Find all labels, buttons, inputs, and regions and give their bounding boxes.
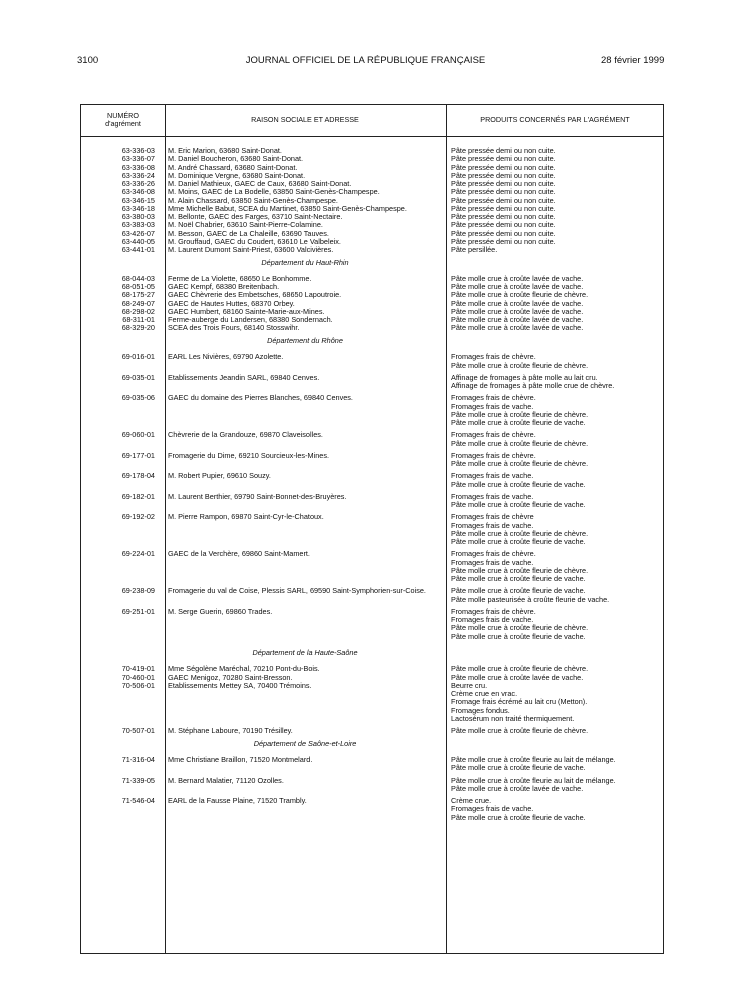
product-line: Fromages frais de chèvre. [451,549,536,559]
company-name-address: M. Noël Chabrier, 63610 Saint-Pierre-Colamine. [168,220,323,230]
company-name-address: Fromagerie du val de Coise, Plessis SARL, 69590 Saint-Symphorien-sur-Coise. [168,586,426,596]
approval-number: 69-177-01 [121,450,155,460]
table-row [81,431,663,452]
product-line: Fromages frais de vache. [451,491,534,501]
approval-number: 69-016-01 [121,352,155,362]
approval-number: 70-507-01 [121,726,155,736]
approval-number: 63-380-03 [121,212,155,221]
products-cell [451,608,663,641]
product-line: Pâte molle crue à croûte fleurie de chèvre. [451,726,589,736]
header-numero-line1: NUMÉRO [107,111,139,120]
approval-number: 68-044-03 [121,273,155,283]
product-line: Pâte molle crue à croûte fleurie de vache. [451,418,586,427]
approval-number: 63-336-03 [121,146,155,155]
table-row [81,550,663,587]
table-row [81,756,663,777]
publication-date: 28 février 1999 [601,55,665,66]
company-name-address: GAEC de Hautes Huttes, 68370 Orbey. [168,298,295,308]
product-line: Fromages frais de chèvre. [451,352,536,362]
product-line: Pâte molle crue à croûte lavée de vache. [451,306,584,316]
approval-number: 71-339-05 [121,775,155,785]
product-line: Pâte pressée demi ou non cuite. [451,220,556,230]
product-line: Pâte molle crue à croûte fleurie de chèvre. [451,565,589,575]
products-cell [451,324,663,332]
company-name-address: GAEC Humbert, 68160 Sainte-Marie-aux-Mines. [168,306,325,316]
header-raison-sociale: RAISON SOCIALE ET ADRESSE [251,115,359,124]
product-line: Affinage de fromages à pâte molle au lait cru. [451,372,598,382]
product-line: Pâte molle crue à croûte fleurie de chèvre. [451,623,589,633]
approval-number: 69-035-01 [121,372,155,382]
table-row [81,353,663,374]
header-numero [81,112,165,128]
product-line: Fromages frais de vache. [451,520,534,530]
header-divider [81,136,663,137]
product-line: Pâte pressée demi ou non cuite. [451,162,556,172]
approval-number: 70-460-01 [121,672,155,682]
table-row [81,394,663,431]
company-name-address: M. Alain Chassard, 63850 Saint-Genès-Champespe. [168,195,338,205]
product-line: Lactosérum non traité thermiquement. [451,713,575,723]
company-name-address: Etablissements Mettey SA, 70400 Trémoins. [168,680,312,690]
approval-number: 68-298-02 [121,306,155,316]
company-name-address: M. Grouffaud, GAEC du Coudert, 63610 Le Valbeleix. [168,236,341,246]
page-header [0,55,731,69]
products-cell [451,394,663,427]
table-row [81,797,663,826]
product-line: Pâte pressée demi ou non cuite. [451,228,556,238]
products-cell [451,493,663,510]
company-name-address: EARL Les Nivières, 69790 Azolette. [168,352,284,362]
product-line: Pâte molle crue à croûte lavée de vache. [451,273,584,283]
approval-number: 63-346-18 [121,203,155,213]
approval-number: 69-182-01 [121,491,155,501]
product-line: Pâte pressée demi ou non cuite. [451,146,556,155]
product-line: Pâte molle crue à croûte fleurie de vache. [451,812,586,822]
approval-number: 71-316-04 [121,755,155,764]
product-line: Pâte persillée. [451,245,498,254]
table-row [81,587,663,608]
products-cell [451,472,663,489]
company-name-address: M. André Chassard, 63680 Saint-Donat. [168,162,298,172]
product-line: Pâte pressée demi ou non cuite. [451,236,556,246]
product-line: Pâte pressée demi ou non cuite. [451,154,556,164]
company-name-address: M. Besson, GAEC de La Chaleille, 63690 Tauves. [168,228,329,238]
product-line: Pâte molle crue à croûte fleurie de chèvre. [451,290,589,300]
product-line: Pâte pressée demi ou non cuite. [451,170,556,180]
department-name: Département de la Haute-Saône [252,648,358,658]
products-cell [451,353,663,370]
product-line: Fromages fondus. [451,705,510,715]
product-line: Crème crue en vrac. [451,689,518,699]
table-row [81,608,663,645]
approval-number: 69-238-09 [121,586,155,596]
product-line: Pâte pressée demi ou non cuite. [451,187,556,197]
company-name-address: Ferme de La Violette, 68650 Le Bonhomme. [168,273,312,283]
approval-number: 68-311-01 [122,315,155,325]
table-row [81,246,663,254]
company-name-address: SCEA des Trois Fours, 68140 Stosswihr. [168,323,300,333]
approval-number: 69-224-01 [121,549,155,559]
company-name-address: GAEC Menigoz, 70280 Saint-Bresson. [168,672,293,682]
department-heading [81,333,663,354]
table-row [81,324,663,332]
company-name-address: GAEC Chèvrerie des Embetsches, 68650 Lapoutroie. [168,290,342,300]
products-cell [451,587,663,604]
product-line: Pâte molle crue à croûte fleurie de vache. [451,631,586,641]
table-row [81,493,663,514]
approval-number: 69-178-04 [121,471,155,481]
company-name-address: M. Daniel Boucheron, 63680 Saint-Donat. [168,154,304,164]
header-produits: PRODUITS CONCERNÉS PAR L'AGRÉMENT [480,115,630,124]
product-line: Pâte molle crue à croûte lavée de vache. [451,282,584,292]
product-line: Pâte molle crue à croûte fleurie de vache. [451,479,586,489]
approval-number: 69-192-02 [121,512,155,522]
approval-number: 68-175-27 [121,290,155,300]
header-numero-line2: d'agrément [105,119,141,128]
company-name-address: GAEC de la Verchère, 69860 Saint-Mamert. [168,549,310,559]
approval-number: 63-441-01 [121,245,155,254]
product-line: Fromage frais écrémé au lait cru (Metton). [451,697,588,707]
company-name-address: GAEC Kempf, 68380 Breitenbach. [168,282,280,292]
product-line: Fromages frais de chèvre. [451,450,536,460]
journal-title: JOURNAL OFFICIEL DE LA RÉPUBLIQUE FRANÇAISE [245,55,486,66]
approval-number: 70-419-01 [121,664,155,674]
product-line: Pâte molle crue à croûte fleurie de chèvre. [451,438,589,448]
table-row [81,682,663,727]
table-row [81,513,663,550]
product-line: Fromages frais de chèvre [451,512,534,522]
company-name-address: EARL de la Fausse Plaine, 71520 Trambly. [168,796,307,805]
approval-number: 63-426-07 [121,228,155,238]
company-name-address: Ferme-auberge du Landersen, 68380 Sondernach. [168,315,333,325]
product-line: Pâte molle crue à croûte fleurie de vache. [451,537,586,546]
product-line: Pâte molle crue à croûte lavée de vache. [451,783,584,793]
product-line: Pâte molle crue à croûte fleurie de chèvre. [451,664,589,674]
product-line: Pâte molle crue à croûte lavée de vache. [451,323,584,333]
product-line: Pâte molle crue à croûte lavée de vache. [451,298,584,308]
company-name-address: M. Daniel Mathieux, GAEC de Caux, 63680 Saint-Donat. [168,179,352,188]
company-name-address: M. Stéphane Laboure, 70190 Trésilley. [168,726,293,736]
company-name-address: Chèvrerie de la Grandouze, 69870 Claveisolles. [168,430,323,440]
company-name-address: GAEC du domaine des Pierres Blanches, 69840 Cenves. [168,393,353,403]
products-cell [451,374,663,391]
product-line: Fromages frais de vache. [451,401,534,411]
products-cell [451,513,663,546]
product-line: Pâte molle crue à croûte fleurie de vache. [451,574,586,583]
company-name-address: Fromagerie du Dime, 69210 Sourcieux-les-Mines. [168,450,330,460]
approval-number: 68-249-07 [121,298,155,308]
products-cell [451,452,663,469]
product-line: Pâte pressée demi ou non cuite. [451,212,556,221]
company-name-address: M. Robert Pupier, 69610 Souzy. [168,471,271,481]
product-line: Pâte molle crue à croûte lavée de vache. [451,315,584,325]
product-line: Fromages frais de vache. [451,804,534,814]
department-heading [81,254,663,275]
approval-number: 68-329-20 [121,323,155,333]
product-line: Pâte pressée demi ou non cuite. [451,179,556,188]
product-line: Pâte molle pasteurisée à croûte fleurie de vache. [451,594,610,604]
approval-number: 63-346-08 [121,187,155,197]
company-name-address: Mme Michelle Babut, SCEA du Martinet, 63850 Saint-Genès-Champespe. [168,203,407,213]
approval-number: 63-346-15 [121,195,155,205]
table-row [81,472,663,493]
department-name: Département de Saône-et-Loire [253,738,357,748]
product-line: Fromages frais de vache. [451,557,534,567]
company-name-address: M. Eric Marion, 63680 Saint-Donat. [168,146,282,155]
product-line: Fromages frais de vache. [451,615,534,624]
approval-number: 68-051-05 [121,282,155,292]
approval-number: 70-506-01 [121,680,155,690]
approval-number: 63-440-05 [121,236,155,246]
department-heading [81,645,663,666]
company-name-address: M. Moins, GAEC de La Bodelle, 63850 Saint-Genès-Champespe. [168,187,380,197]
product-line: Pâte molle crue à croûte fleurie au lait de mélange. [451,775,616,785]
approval-number: 63-336-08 [121,162,155,172]
product-line: Pâte molle crue à croûte fleurie de chèvre. [451,459,589,468]
product-line: Pâte molle crue à croûte fleurie de vache. [451,586,586,596]
product-line: Fromages frais de vache. [451,471,534,481]
product-line: Pâte molle crue à croûte fleurie de vache. [451,500,586,509]
company-name-address: M. Bellonte, GAEC des Farges, 63710 Saint-Nectaire. [168,212,343,221]
product-line: Fromages frais de chèvre. [451,430,536,440]
table-row [81,777,663,798]
product-line: Pâte pressée demi ou non cuite. [451,203,556,213]
table-row [81,727,663,735]
company-name-address: M. Bernard Malatier, 71120 Ozolles. [168,775,284,785]
company-name-address: M. Laurent Dumont Saint-Priest, 63600 Valcivières. [168,245,334,254]
approval-number: 71-546-04 [121,796,155,805]
products-cell [451,756,663,773]
product-line: Pâte molle crue à croûte fleurie au lait de mélange. [451,755,616,764]
page-number: 3100 [77,55,99,66]
approval-number: 69-035-06 [121,393,155,403]
company-name-address: Mme Christiane Braillon, 71520 Montmelard. [168,755,313,764]
table-row [81,374,663,395]
approval-number: 63-336-26 [121,179,155,188]
product-line: Pâte pressée demi ou non cuite. [451,195,556,205]
products-cell [451,246,663,254]
product-line: Pâte molle crue à croûte fleurie de chèvre. [451,360,589,370]
approval-table [80,104,664,954]
products-cell [451,797,663,822]
company-name-address: M. Serge Guerin, 69860 Trades. [168,606,273,616]
products-cell [451,682,663,723]
product-line: Fromages frais de chèvre. [451,606,536,616]
product-line: Pâte molle crue à croûte fleurie de vache. [451,763,586,773]
company-name-address: Etablissements Jeandin SARL, 69840 Cenves. [168,372,320,382]
department-name: Département du Haut-Rhin [261,257,349,267]
product-line: Beurre cru. [451,680,488,690]
product-line: Fromages frais de chèvre. [451,393,536,403]
product-line: Crème crue. [451,796,492,805]
products-cell [451,727,663,735]
approval-number: 69-251-01 [121,606,155,616]
department-heading [81,735,663,756]
product-line: Pâte molle crue à croûte fleurie de chèvre. [451,409,589,419]
department-name: Département du Rhône [267,336,343,346]
products-cell [451,550,663,583]
approval-number: 69-060-01 [121,430,155,440]
product-line: Pâte molle crue à croûte fleurie de chèvre. [451,528,589,538]
table-body [81,147,663,826]
product-line: Affinage de fromages à pâte molle crue de chèvre. [451,381,615,390]
company-name-address: M. Dominique Vergne, 63680 Saint-Donat. [168,170,306,180]
approval-number: 63-336-24 [121,170,155,180]
products-cell [451,777,663,794]
product-line: Pâte molle crue à croûte lavée de vache. [451,672,584,682]
table-row [81,452,663,473]
approval-number: 63-383-03 [121,220,155,230]
company-name-address: Mme Ségolène Maréchal, 70210 Pont-du-Bois. [168,664,320,674]
company-name-address: M. Pierre Rampon, 69870 Saint-Cyr-le-Chatoux. [168,512,324,522]
approval-number: 63-336-07 [121,154,155,164]
company-name-address: M. Laurent Berthier, 69790 Saint-Bonnet-des-Bruyères. [168,491,347,501]
products-cell [451,431,663,448]
